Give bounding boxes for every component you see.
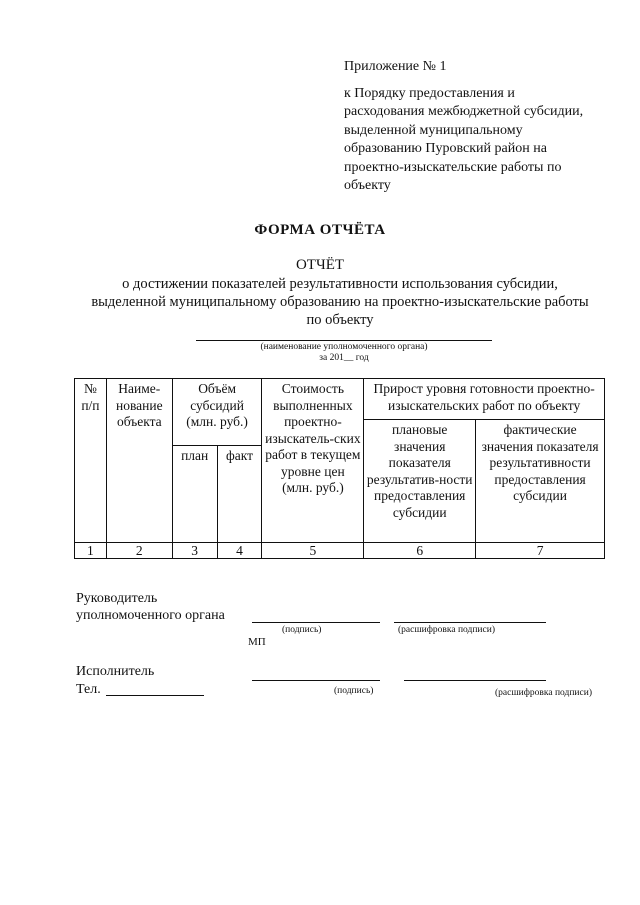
appendix-number: Приложение № 1 [344,59,447,74]
report-title: ОТЧЁТ [295,257,345,273]
head-label-2: уполномоченного органа [76,608,225,623]
header-plan: план [172,446,217,543]
column-number-cell: 1 [75,543,107,559]
executor-decode-line [404,680,546,681]
head-decode-caption: (расшифровка подписи) [398,625,495,635]
head-signature-caption: (подпись) [282,625,322,635]
appendix-line: образованию Пуровский район на [344,141,547,156]
report-subtitle-line: по объекту [306,312,374,328]
header-actual-values: фактические значения показателя результативности предоставления субсидии [476,420,605,543]
report-subtitle-line: о достижении показателей результативности использования субсидии, [122,276,558,292]
head-signature-line [252,622,380,623]
executor-decode-caption: (расшифровка подписи) [495,688,592,698]
stamp-label: МП [248,636,266,648]
executor-signature-line [252,680,380,681]
phone-line [106,695,204,696]
header-growth: Прирост уровня готовности проектно-изыскательских работ по объекту [364,379,605,420]
appendix-line: расходования межбюджетной субсидии, [344,104,584,119]
column-number-cell: 4 [217,543,262,559]
table-row [75,543,605,559]
phone-label: Тел. [76,682,101,697]
report-table [74,378,605,559]
header-object-name: Наиме-нование объекта [106,379,172,543]
report-subtitle [70,275,610,329]
report-subtitle-line: выделенной муниципальному образованию на проектно-изыскательские работы [91,294,589,310]
header-number: № п/п [75,379,107,543]
header-subsidy-volume: Объём субсидий (млн. руб.) [172,379,262,446]
appendix-line: проектно-изыскательские работы по [344,159,562,175]
form-title: ФОРМА ОТЧЁТА [254,222,386,238]
header-planned-values: плановые значения показателя результатив-ности предоставления субсидии [364,420,476,543]
head-decode-line [394,622,546,623]
column-number-cell: 5 [262,543,364,559]
column-number-cell: 7 [476,543,605,559]
appendix-line: объекту [344,178,391,193]
table-header-row [75,379,605,420]
appendix-line: выделенной муниципальному [344,122,523,138]
org-caption: (наименование уполномоченного органа) [260,342,428,352]
executor-label: Исполнитель [76,664,155,679]
head-label-1: Руководитель [76,591,158,606]
column-number-cell: 2 [106,543,172,559]
appendix-line: к Порядку предоставления и [344,85,515,101]
header-cost: Стоимость выполненных проектно-изыскатель-ских работ в текущем уровне цен (млн. руб.) [262,379,364,543]
org-name-line [196,340,492,341]
year-line: за 201__ год [319,353,369,363]
column-number-cell: 3 [172,543,217,559]
column-number-cell: 6 [364,543,476,559]
header-fact: факт [217,446,262,543]
appendix-block [344,58,624,196]
executor-signature-caption: (подпись) [334,686,374,696]
